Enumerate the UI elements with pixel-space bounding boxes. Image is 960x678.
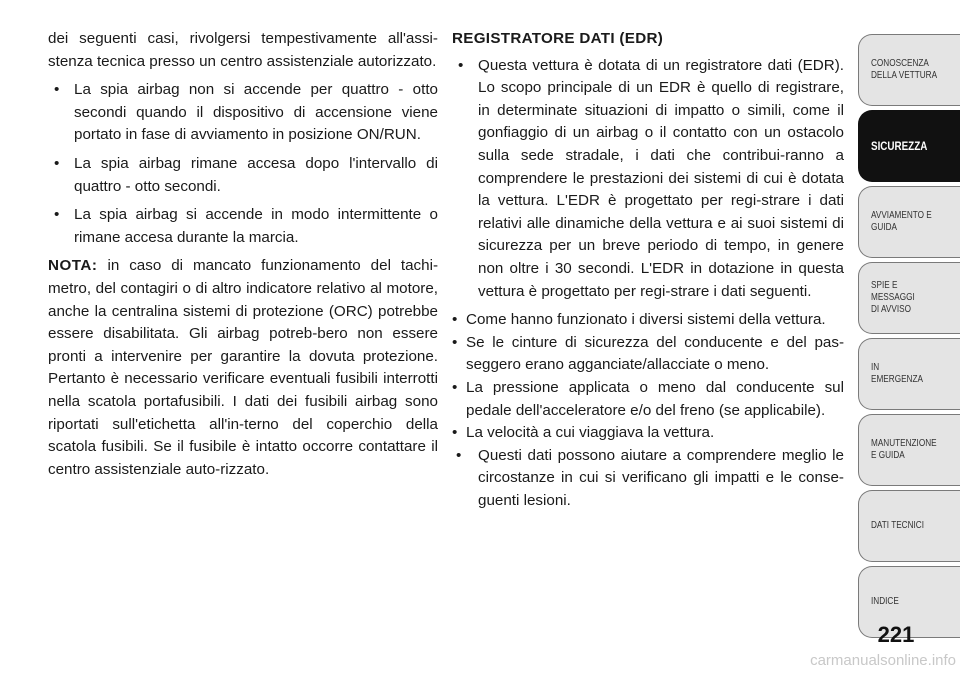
note-label: NOTA: bbox=[48, 257, 98, 275]
tab-in-emergenza[interactable]: IN EMERGENZA bbox=[858, 338, 960, 410]
left-column bbox=[48, 28, 438, 487]
tab-avviamento-e-guida[interactable]: AVVIAMENTO E GUIDA bbox=[858, 186, 960, 258]
list-item: • Se le cinture di sicurezza del conducente e del pas-seggero erano agganciate/allacciate o meno. bbox=[452, 333, 844, 374]
list-item: • Questa vettura è dotata di un registratore dati (EDR). Lo scopo principale di un EDR è quello di registrare, in determinate situazioni di impatto o simili, come il gonfiaggio di un airbag o il contatto con un ostacolo sulla sede stradale, i dati che contribui-ranno a comprendere le prestazioni dei sistemi di cui è dotata la vettura. L'EDR è progettato per regi-strare i dati relativi alle dinamiche della vettura e ai suoi sistemi di sicurezza per un breve periodo di tempo, in genere non oltre i 30 secondi. L'EDR in dotazione in questa vettura è progettato per regi-strare i dati seguenti. bbox=[458, 56, 844, 300]
intro-paragraph: dei seguenti casi, rivolgersi tempestivamente all'assi-stenza tecnica presso un centro assistenziale autorizzato. bbox=[48, 30, 438, 70]
list-item: • La spia airbag non si accende per quattro - otto secondi quando il dispositivo di accensione viene portato in fase di avviamento in posizione ON/RUN. bbox=[54, 81, 438, 144]
list-item: • Questi dati possono aiutare a comprendere meglio le circostanze in cui si verificano gli impatti e le conse-guenti lesioni. bbox=[456, 446, 844, 509]
tab-conoscenza-della-vettura[interactable]: CONOSCENZA DELLA VETTURA bbox=[858, 34, 960, 106]
tab-dati-tecnici[interactable]: DATI TECNICI bbox=[858, 490, 960, 562]
list-item: • La pressione applicata o meno dal conducente sul pedale dell'acceleratore e/o del freno (se applicabile). bbox=[452, 378, 844, 419]
right-column bbox=[452, 28, 844, 512]
list-item: • La velocità a cui viaggiava la vettura. bbox=[452, 424, 715, 442]
list-item: • La spia airbag si accende in modo intermittente o rimane accesa durante la marcia. bbox=[54, 206, 438, 246]
page-number: 221 bbox=[877, 622, 915, 647]
list-item: • La spia airbag rimane accesa dopo l'intervallo di quattro - otto secondi. bbox=[54, 154, 438, 195]
chapter-tabs bbox=[858, 34, 960, 642]
list-item: • Come hanno funzionato i diversi sistemi della vettura. bbox=[452, 311, 826, 329]
note-paragraph bbox=[48, 255, 438, 481]
tab-manutenzione[interactable]: MANUTENZIONE E GUIDA bbox=[858, 414, 960, 486]
section-heading: REGISTRATORE DATI (EDR) bbox=[452, 30, 664, 47]
tab-sicurezza[interactable]: SICUREZZA bbox=[858, 110, 960, 182]
watermark: carmanualsonline.info bbox=[810, 652, 956, 669]
tab-indice[interactable]: INDICE bbox=[858, 566, 960, 638]
note-text: in caso di mancato funzionamento del tachi-metro, del contagiri o di altro indicatore relativo al motore, anche la centralina sistemi di protezione (ORC) potrebbe essere disabilitata. Gli airbag potreb-bero non essere pronti a intervenire per garantire la dovuta protezione. Pertanto è necessario verificare eventuali fusibili interrotti nella scatola portafusibili. I dati dei fusibili airbag sono riportati sull'etichetta all'in-terno del coperchio della scatola fusibili. Se il fusibile è intatto occorre contattare il centro assistenziale auto-rizzato. bbox=[48, 257, 438, 478]
tab-spie-e-messaggi[interactable]: SPIE E MESSAGGI DI AVVISO bbox=[858, 262, 960, 334]
